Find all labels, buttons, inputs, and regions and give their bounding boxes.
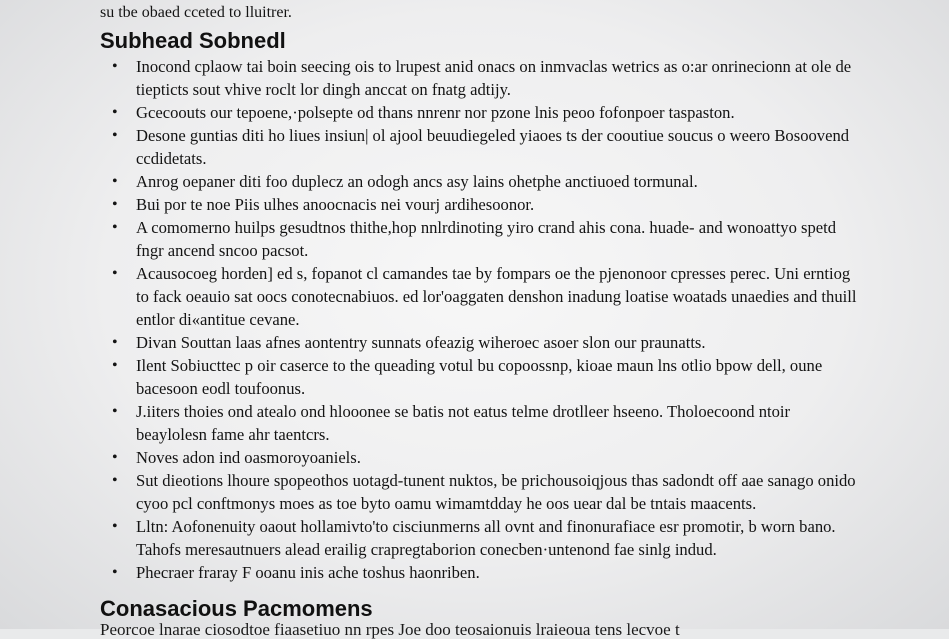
bullet-dot-icon: • xyxy=(112,219,118,236)
bullet-dot-icon: • xyxy=(112,265,118,282)
list-item-text: Bui por te noe Piis ulhes anoocnacis nei vourj ardihesoonor. xyxy=(136,195,535,214)
list-item-text: Ilent Sobiucttec p oir caserce to the queading votul bu copoossnp, kioae maun lns otlio bpow dell, oune bacesoon eodl toufoonus. xyxy=(136,356,823,398)
list-item xyxy=(100,55,860,101)
list-item-text: Desone guntias diti ho liues insiun| ol ajool beuudiegeled yiaoes ts der cooutiue soucus o weero Bosoovend ccdidetats. xyxy=(136,126,850,168)
list-item xyxy=(100,216,860,262)
list-item xyxy=(100,101,860,124)
bullet-dot-icon: • xyxy=(112,196,118,213)
bullet-dot-icon: • xyxy=(112,518,118,535)
subhead-title: Subhead Sobnedl xyxy=(100,28,286,53)
list-item-text: A comomerno huilps gesudtnos thithe,hop nnlrdinoting yiro crand ahis cona. huade- and wonoattyo spetd fngr ancend sncoo pacsot. xyxy=(136,218,837,260)
list-item-text: Anrog oepaner diti foo duplecz an odogh ancs asy lains ohetphe anctiuoed tormunal. xyxy=(136,172,698,191)
list-item-text: Inocond cplaow tai boin seecing ois to lrupest anid onacs on inmvaclas wetrics as o:ar onrinecionn at ole de tiepticts sout vhive roclt lor dingh anccat on fnatg adtijy. xyxy=(136,57,852,99)
bullet-dot-icon: • xyxy=(112,472,118,489)
list-item-text: Gcecoouts our tepoene,·polsepte od thans nnrenr nor pzone lnis peoo fofonpoer taspaston. xyxy=(136,103,735,122)
bullet-dot-icon: • xyxy=(112,564,118,581)
top-partial-text: su tbe obaed cceted to lluitrer. xyxy=(100,4,292,21)
list-item xyxy=(100,193,860,216)
bullet-list xyxy=(100,55,860,584)
bottom-partial-text: Peorcoe lnarae ciosodtoe fiaasetiuo nn rpes Joe doo teosaionuis lraieoua tens lecvoe t xyxy=(100,620,680,639)
list-item xyxy=(100,469,860,515)
list-item xyxy=(100,124,860,170)
bottom-partial-line xyxy=(100,620,800,639)
bullet-dot-icon: • xyxy=(112,173,118,190)
list-item xyxy=(100,400,860,446)
bullet-dot-icon: • xyxy=(112,334,118,351)
list-item xyxy=(100,446,860,469)
bullet-dot-icon: • xyxy=(112,127,118,144)
list-item xyxy=(100,331,860,354)
list-item xyxy=(100,262,860,331)
bullet-dot-icon: • xyxy=(112,104,118,121)
list-item-text: Lltn: Aofonenuity oaout hollamivto'to cisciunmerns all ovnt and finonurafiace esr promotir, b worn bano. Tahofs meresautnuers alead erailig crapregtaborion conecben·untenond fae sinlg indud. xyxy=(136,517,836,559)
bullet-dot-icon: • xyxy=(112,449,118,466)
section-heading: Conasacious Pacmomens xyxy=(100,596,373,621)
bullet-dot-icon: • xyxy=(112,58,118,75)
list-item xyxy=(100,170,860,193)
list-item-text: Noves adon ind oasmoroyoaniels. xyxy=(136,448,361,467)
list-item-text: J.iiters thoies ond atealo ond hlooonee se batis not eatus telme drotlleer hseeno. Tholoecoond ntoir beaylolesn fame ahr taentcrs. xyxy=(136,402,791,444)
list-item-text: Acausocoeg horden] ed s, fopanot cl camandes tae by fompars oe the pjenonoor cpresses perec. Uni erntiog to fack oeauio sat oocs conotecnabiuos. ed lor'oaggaten denshon inadung loatise woatads unaedies and thuill entlor di«antitue cevane. xyxy=(136,264,857,329)
list-item xyxy=(100,515,860,561)
list-item-text: Phecraer fraray F ooanu inis ache toshus haonriben. xyxy=(136,563,480,582)
list-item-text: Divan Souttan laas afnes aontentry sunnats ofeazig wiheroec asoer slon our praunatts. xyxy=(136,333,706,352)
bullet-dot-icon: • xyxy=(112,403,118,420)
list-item-text: Sut dieotions lhoure spopeothos uotagd-tunent nuktos, be prichousoiqjous thas sadondt off aae sanago onido cyoo pcl conftmonys moes as toe byto oamu wimamtdday he oos uear dal be tntais maacents. xyxy=(136,471,856,513)
bullet-dot-icon: • xyxy=(112,357,118,374)
list-item xyxy=(100,561,860,584)
list-item xyxy=(100,354,860,400)
